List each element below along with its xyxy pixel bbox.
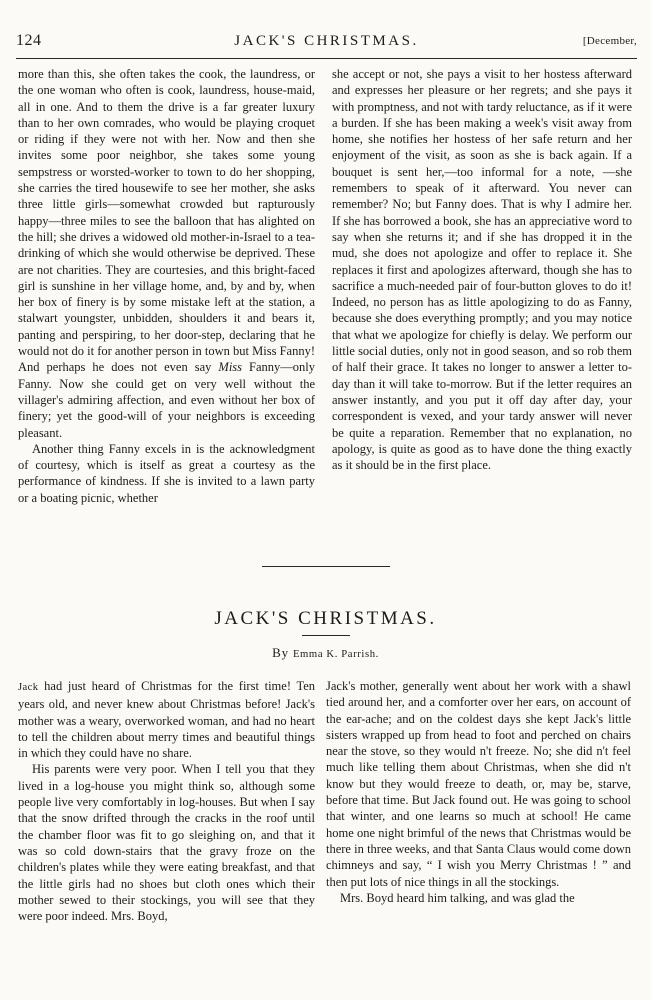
article-paragraph: Mrs. Boyd heard him talking, and was glad the (340, 890, 575, 905)
header-rule (16, 58, 637, 59)
continued-paragraph: more than this, she often takes the cook, the laundress, or the one woman who often is cook, laundress, house-maid, all in one. And to them the drive is a far greater luxury than to her own comrades, who would be playing croquet or riding if they were not with her. Now and then she invites some poor neighbor, she takes some young sempstress or worsted-worker to town to do her shopping, she carries the tired housewife to see her mother, she asks three little girls—somewhat crowded but rapturously happy—three miles to see the balloon that has alighted on the hill; she drives a widowed old mother-in-Israel to a tea-drinking of which she would otherwise be deprived. These are not charities. They are courtesies, and this bright-faced girl is sunshine in her village home, and, by and by, when her box of finery is by some mistake left at the station, a stalwart youngster, unbidden, shoulders it and bears it, panting and perspiring, to her door-step, declaring that he would not do it for another person in town but Miss Fanny! And perhaps he does not even say Miss Fanny—only Fanny. Now she could get on very well without the villager's admiring affection, and even without her box of finery; yet the good-will of your neighbors is exceeding pleasant. (18, 67, 316, 440)
continued-paragraph: she accept or not, she pays a visit to her hostess afterward and expresses her pleasure or her regrets; and she pays it with promptness, and not with tardy reluctance, as if it were a burden. If she has been making a week's visit away from home, she notifies her hostess of her safe return and her enjoyment of the visit, as soon as she is back again. If a bouquet is sent her,—too informal for a note, —she remembers to speak of it afterward. You never can remember? No; but Fanny does. That is why I admire her. If she has borrowed a book, she has an appreciative word to say when she returns it; and if she has dropped it in the mud, she does not apologize and offer to replace it. She replaces it first and apologizes afterward, though she has to sacrifice a much-needed pair of four-button gloves to do it! Indeed, no person has as little apologizing to do as Fanny, because she does everything promptly; and you may notice that what we apologize for chiefly is delay. We perform our little social duties, only not in good season, and so rob them of half their grace. It takes no longer to answer a letter to-day than it will take to-morrow. But if the letter requires an answer instantly, and you put it off day after day, your correspondent is vexed, and your tardy answer will never be quite a reparation. Remember that no explanation, no apology, is quite as good as to have done the thing exactly as it should be in the first place. (332, 67, 632, 473)
byline-by: By (272, 645, 289, 660)
continued-column-right (332, 66, 632, 473)
article-title: JACK'S CHRISTMAS. (214, 608, 437, 629)
lead-word: Jack (18, 682, 39, 693)
running-title: JACK'S CHRISTMAS. (234, 33, 419, 49)
title-rule (302, 635, 350, 636)
article-paragraph: Jack had just heard of Christmas for the first time! Ten years old, and never knew about Christmas before! Jack's mother was a weary, overworked woman, and had no heart to tell the children about merry times and beautiful things in which they could have no share. (18, 679, 315, 761)
continued-column-left (18, 66, 315, 506)
page-header (16, 32, 637, 54)
continued-paragraph: Another thing Fanny excels in is the acknowledgment of courtesy, which is itself as great a courtesy as the performance of kindness. If she is invited to a lawn party or a boating picnic, whether (18, 441, 315, 505)
page-number: 124 (16, 32, 42, 49)
article-paragraph: Jack's mother, generally went about her work with a shawl tied around her, and a comforter over her ears, on account of the ear-ache; and on the coldest days she kept Jack's little sisters wrapped up from head to foot and perched on chairs near the stove, so they would n't freeze. No; she did n't feel much like telling them about Christmas, when she did n't know but they would freeze to death, or, may be, starve, before that time. But Jack found out. He was going to school that winter, and one learns so much at school! He came home one night brimful of the news that Christmas would be there in three weeks, and that Santa Claus would come down chimneys and say, “ I wish you Merry Christmas ! ” and then put lots of nice things in all the stockings. (326, 679, 631, 889)
article-column-right (326, 678, 631, 906)
article-paragraph: His parents were very poor. When I tell you that they lived in a log-house you might think so, although some people live very comfortably in log-houses. But when I say that the snow drifted through the cracks in the roof until the chamber floor was fit to go sleighing on, and that it was so cold down-stairs that the gravy froze on the children's plates while they were eating breakfast, and that the little girls had no shoes but cloth ones which their mother sewed to their stockings, you will see that they were poor indeed. Mrs. Boyd, (18, 762, 315, 924)
byline-author: Emma K. Parrish. (292, 649, 379, 660)
issue-month: [December, (582, 35, 637, 47)
emphasis: Miss (218, 360, 243, 375)
byline (0, 645, 651, 661)
section-separator (262, 566, 390, 567)
article-column-left (18, 678, 315, 924)
